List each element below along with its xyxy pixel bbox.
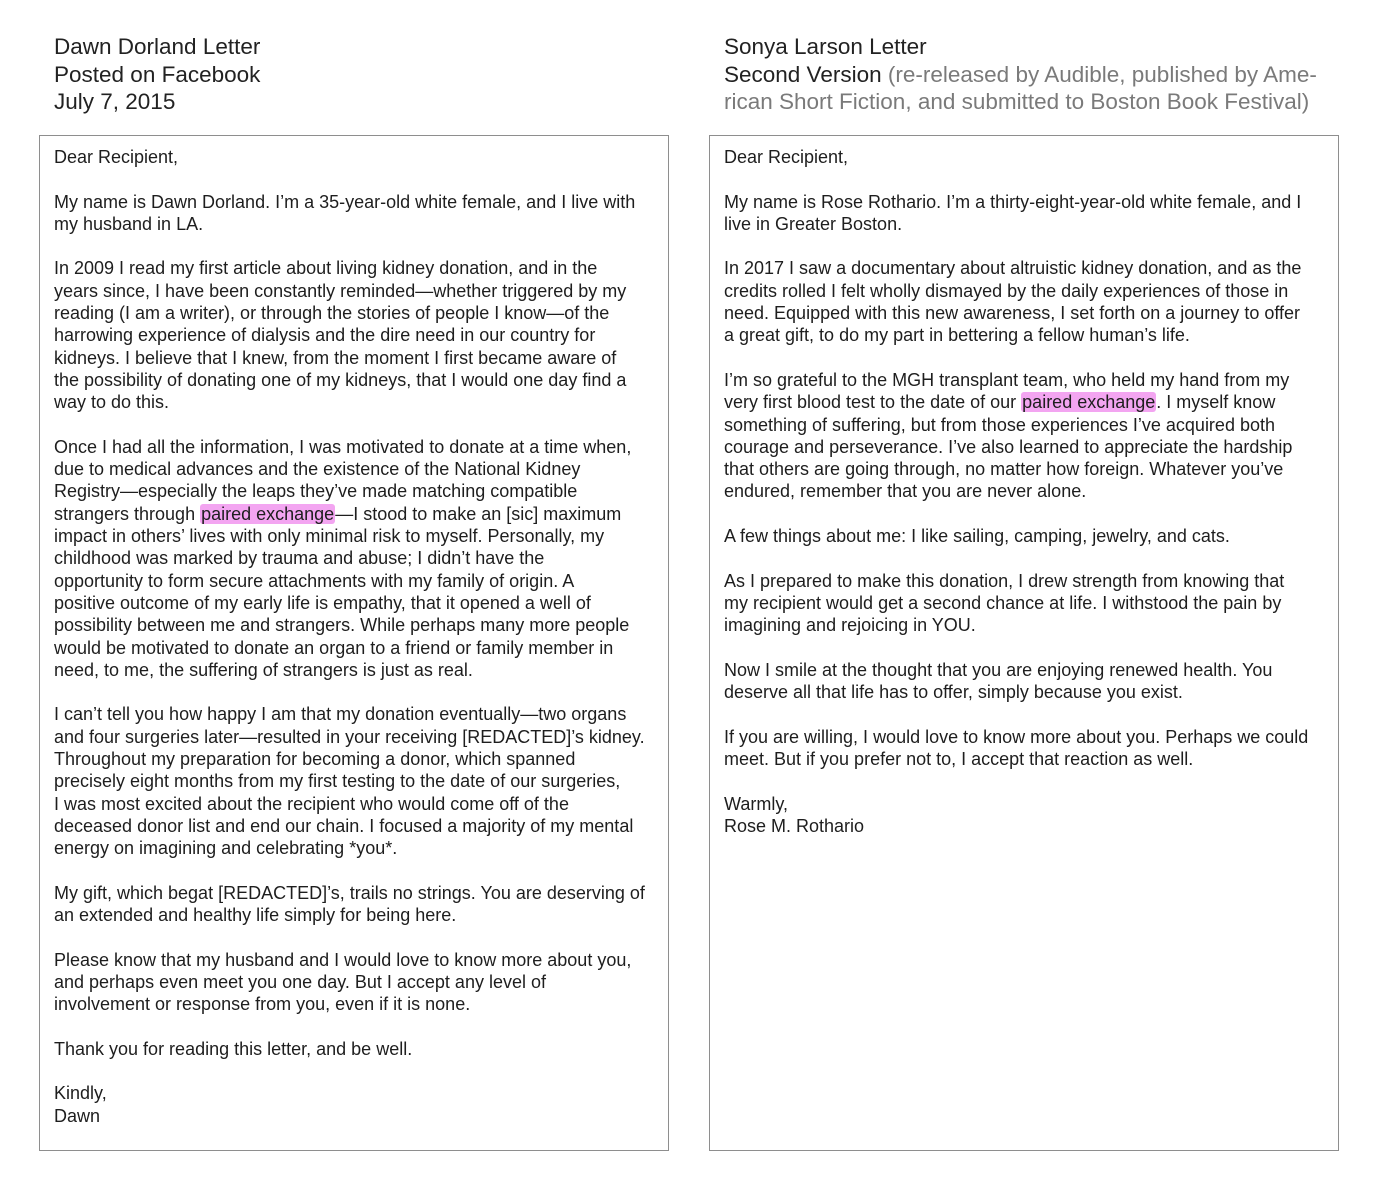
letter-line: possibility between me and strangers. While perhaps many more people (54, 615, 630, 636)
letter-line: positive outcome of my early life is empathy, that it opened a well of (54, 592, 591, 613)
body-paragraph (54, 949, 654, 1016)
letter-line: My name is Rose Rothario. I’m a thirty-eight-year-old white female, and I (724, 191, 1302, 212)
line-segment: —I stood to make an [sic] maximum (335, 503, 622, 524)
right-letter-title: Sonya Larson Letter (724, 34, 927, 59)
letter-line: Please know that my husband and I would love to know more about you, (54, 949, 632, 970)
letter-line: Warmly, (724, 793, 788, 814)
right-letter-release-note: (re-released by Audible, published by Ame- (887, 61, 1317, 87)
body-paragraph (54, 257, 654, 413)
letter-line: years since, I have been constantly reminded—whether triggered by my (54, 280, 627, 301)
body-paragraph (724, 659, 1324, 704)
letter-line: opportunity to form secure attachments with my family of origin. A (54, 570, 575, 591)
letter-line: meet. But if you prefer not to, I accept that reaction as well. (724, 749, 1194, 770)
right-letter-release-note-continued: rican Short Fiction, and submitted to Boston Book Festival) (724, 89, 1310, 114)
letter-line: my husband in LA. (54, 213, 204, 234)
left-letter-date: July 7, 2015 (54, 89, 176, 114)
letter-line: Rose M. Rothario (724, 815, 865, 836)
line-segment: strangers through (54, 503, 201, 524)
letter-line: deserve all that life has to offer, simply because you exist. (724, 682, 1183, 703)
letter-line: and four surgeries later—resulted in your receiving [REDACTED]’s kidney. (54, 726, 645, 747)
letter-line: precisely eight months from my first testing to the date of our surgeries, (54, 771, 621, 792)
letter-line: In 2017 I saw a documentary about altruistic kidney donation, and as the (724, 258, 1302, 279)
body-paragraph (724, 369, 1324, 503)
letter-line: childhood was marked by trauma and abuse; I didn’t have the (54, 548, 545, 569)
letter-line: harrowing experience of dialysis and the dire need in our country for (54, 325, 596, 346)
letter-line: Once I had all the information, I was motivated to donate at a time when, (54, 436, 632, 457)
body-paragraph (54, 436, 654, 681)
highlight-paired-exchange: paired exchange (1022, 392, 1156, 413)
right-letter-version-line (724, 61, 1317, 89)
letter-line: Dear Recipient, (724, 147, 849, 167)
letter-line: I was most excited about the recipient who would come off of the (54, 793, 569, 814)
body-paragraph (724, 257, 1324, 346)
letter-line: imagining and rejoicing in YOU. (724, 615, 976, 636)
letter-line: I’m so grateful to the MGH transplant team, who held my hand from my (724, 369, 1290, 390)
line-segment: . I myself know (1156, 392, 1276, 413)
letter-line: courage and perseverance. I’ve also learned to appreciate the hardship (724, 436, 1293, 457)
letter-line: My name is Dawn Dorland. I’m a 35-year-old white female, and I live with (54, 191, 636, 212)
letter-line: credits rolled I felt wholly dismayed by the daily experiences of those in (724, 280, 1289, 301)
letter-line: deceased donor list and end our chain. I focused a majority of my mental (54, 815, 634, 836)
letter-line: my recipient would get a second chance at life. I withstood the pain by (724, 592, 1282, 613)
body-paragraph (724, 191, 1324, 236)
letter-line: due to medical advances and the existence of the National Kidney (54, 459, 581, 480)
letter-line: reading (I am a writer), or through the stories of people I know—of the (54, 303, 610, 324)
letter-line: need. Equipped with this new awareness, I set forth on a journey to offer (724, 303, 1301, 324)
right-letter-box (709, 135, 1339, 1151)
letter-line: an extended and healthy life simply for being here. (54, 905, 457, 926)
letter-line (54, 503, 654, 525)
body-paragraph (54, 882, 654, 927)
letter-line: My gift, which begat [REDACTED]’s, trails no strings. You are deserving of (54, 882, 645, 903)
letter-line: Dear Recipient, (54, 147, 179, 167)
left-letter-source: Posted on Facebook (54, 61, 261, 87)
letter-line: way to do this. (54, 392, 170, 413)
letter-line: involvement or response from you, even if it is none. (54, 994, 471, 1015)
letter-line: impact in others’ lives with only minimal risk to myself. Personally, my (54, 526, 605, 547)
body-paragraph (724, 570, 1324, 637)
greeting (724, 146, 1324, 168)
right-letter-header (724, 33, 1317, 116)
letter-line: Now I smile at the thought that you are enjoying renewed health. You (724, 659, 1273, 680)
sign-off (724, 793, 1324, 838)
body-paragraph (54, 1038, 654, 1060)
letter-line: If you are willing, I would love to know more about you. Perhaps we could (724, 726, 1309, 747)
letter-line: energy on imagining and celebrating *you*. (54, 838, 398, 859)
body-paragraph (54, 703, 654, 859)
letter-line: Dawn (54, 1105, 101, 1126)
left-letter-title: Dawn Dorland Letter (54, 34, 261, 59)
letter-line: the possibility of donating one of my kidneys, that I would one day find a (54, 369, 627, 390)
body-paragraph (724, 525, 1324, 547)
letter-line: and perhaps even meet you one day. But I accept any level of (54, 971, 546, 992)
right-letter-version: Second Version (724, 61, 882, 87)
letter-line: something of suffering, but from those experiences I’ve acquired both (724, 414, 1275, 435)
greeting (54, 146, 654, 168)
letter-line (724, 391, 1324, 413)
letter-line: kidneys. I believe that I knew, from the moment I first became aware of (54, 347, 617, 368)
letter-line: need, to me, the suffering of strangers is just as real. (54, 659, 473, 680)
left-letter-box (39, 135, 669, 1151)
body-paragraph (724, 726, 1324, 771)
letter-line: Thank you for reading this letter, and be well. (54, 1038, 413, 1059)
letter-line: a great gift, to do my part in bettering a fellow human’s life. (724, 325, 1190, 346)
sign-off (54, 1082, 654, 1127)
letter-line: Kindly, (54, 1083, 107, 1104)
letter-line: would be motivated to donate an organ to a friend or family member in (54, 637, 614, 658)
highlight-paired-exchange: paired exchange (201, 503, 335, 524)
letter-line: As I prepared to make this donation, I drew strength from knowing that (724, 570, 1285, 591)
line-segment: very first blood test to the date of our (724, 392, 1022, 413)
letter-line: live in Greater Boston. (724, 213, 903, 234)
letter-line: that others are going through, no matter how foreign. Whatever you’ve (724, 459, 1284, 480)
letter-line: A few things about me: I like sailing, camping, jewelry, and cats. (724, 526, 1230, 547)
letter-line: Throughout my preparation for becoming a donor, which spanned (54, 749, 576, 770)
letter-line: Registry—especially the leaps they’ve made matching compatible (54, 481, 578, 502)
body-paragraph (54, 191, 654, 236)
letter-line: In 2009 I read my first article about living kidney donation, and in the (54, 258, 598, 279)
left-letter-header (54, 33, 260, 116)
letter-line: I can’t tell you how happy I am that my donation eventually—two organs (54, 704, 627, 725)
letter-line: endured, remember that you are never alone. (724, 481, 1087, 502)
